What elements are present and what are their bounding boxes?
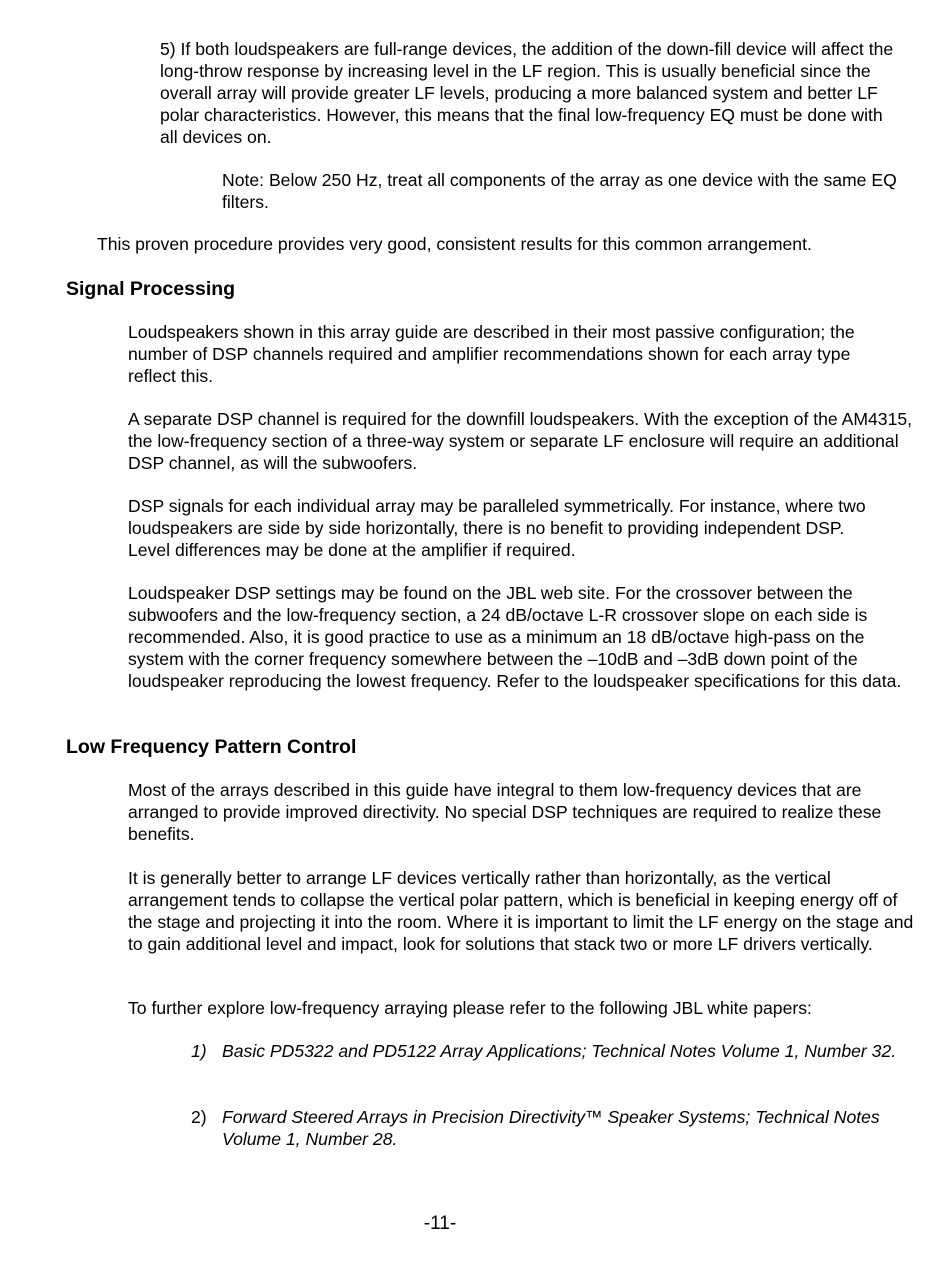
list-item-5: 5) If both loudspeakers are full-range devices, the addition of the down-fill device will affect the long-throw response by increasing level in the LF region. This is usually beneficial since the overall array will provide greater LF levels, producing a more balanced system and better LF polar characteristics. However, this means that the final low-frequency EQ must be done with all devices on. [160,39,894,147]
reference-number: 1) [191,1041,207,1061]
low-frequency-paragraph-1: Most of the arrays described in this guide have integral to them low-frequency devices that are arranged to provide improved directivity. No special DSP techniques are required to realize these benefits. [128,780,882,844]
page-number: -11- [423,1213,457,1234]
low-frequency-heading: Low Frequency Pattern Control [66,736,357,758]
reference-number: 2) [191,1107,207,1127]
signal-processing-heading: Signal Processing [66,278,236,300]
signal-processing-paragraph-2: A separate DSP channel is required for the downfill loudspeakers. With the exception of the AM4315, the low-frequency section of a three-way system or separate LF enclosure will require an additional DSP channel, as will the subwoofers. [128,409,913,473]
eq-note: Note: Below 250 Hz, treat all components of the array as one device with the same EQ filters. [222,170,897,212]
procedure-summary: This proven procedure provides very good, consistent results for this common arrangement. [97,234,812,254]
reference-item: Forward Steered Arrays in Precision Directivity™ Speaker Systems; Technical Notes Volume 1, Number 28. [222,1107,880,1149]
low-frequency-paragraph-3: To further explore low-frequency arraying please refer to the following JBL white papers: [128,998,812,1018]
signal-processing-paragraph-3: DSP signals for each individual array may be paralleled symmetrically. For instance, where two loudspeakers are side by side horizontally, there is no benefit to providing independent DSP. Level differences may be done at the amplifier if required. [128,496,866,560]
signal-processing-paragraph-1: Loudspeakers shown in this array guide are described in their most passive configuration; the number of DSP channels required and amplifier recommendations shown for each array type reflect this. [128,322,855,386]
signal-processing-paragraph-4: Loudspeaker DSP settings may be found on the JBL web site. For the crossover between the subwoofers and the low-frequency section, a 24 dB/octave L-R crossover slope on each side is recommended. Also, it is good practice to use as a minimum an 18 dB/octave high-pass on the system with the corner frequency somewhere between the –10dB and –3dB down point of the loudspeaker reproducing the lowest frequency. Refer to the loudspeaker specifications for this data. [128,583,902,691]
low-frequency-paragraph-2: It is generally better to arrange LF devices vertically rather than horizontally, as the vertical arrangement tends to collapse the vertical polar pattern, which is beneficial in keeping energy off of the stage and projecting it into the room. Where it is important to limit the LF energy on the stage and to gain additional level and impact, look for solutions that stack two or more LF drivers vertically. [128,868,914,954]
reference-item: Basic PD5322 and PD5122 Array Applications; Technical Notes Volume 1, Number 32. [222,1041,897,1061]
